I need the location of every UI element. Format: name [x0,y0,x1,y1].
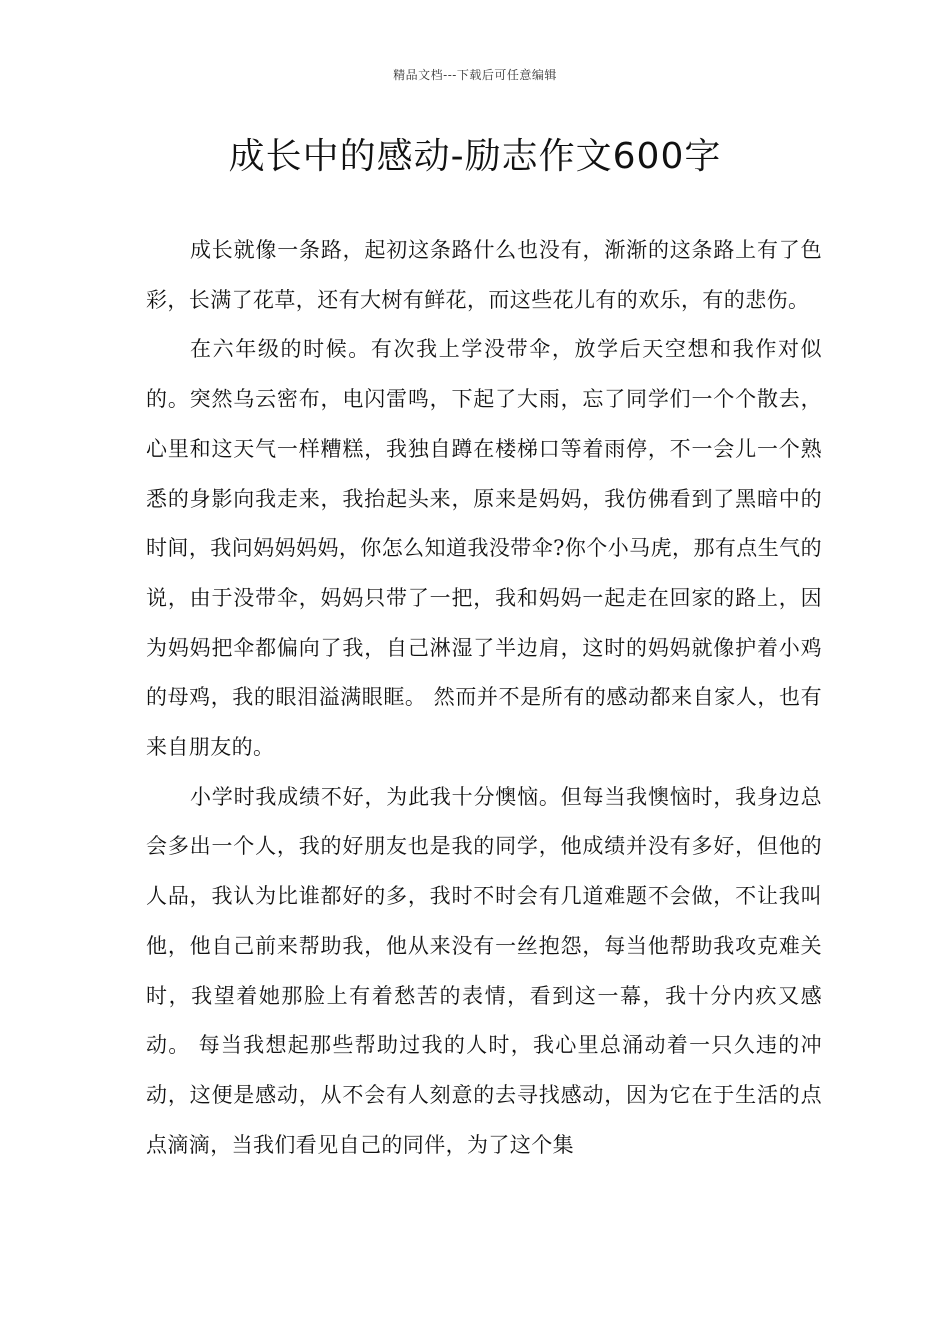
paragraph-3: 小学时我成绩不好，为此我十分懊恼。但每当我懊恼时，我身边总会多出一个人，我的好朋友也是我的同学，他成绩并没有多好，但他的人品，我认为比谁都好的多，我时不时会有几道难题不会做，不让我叫他，他自己前来帮助我，他从来没有一丝抱怨，每当他帮助我攻克难关时，我望着她那脸上有着愁苦的表情，看到这一幕，我十分内疚又感动。 每当我想起那些帮助过我的人时，我心里总涌动着一只久违的冲动，这便是感动，从不会有人刻意的去寻找感动，因为它在于生活的点点滴滴，当我们看见自己的同伴，为了这个集 [146,784,822,1157]
paragraph-1: 成长就像一条路，起初这条路什么也没有，渐渐的这条路上有了色彩，长满了花草，还有大树有鲜花，而这些花儿有的欢乐，有的悲伤。 [146,238,822,312]
article-body [146,226,822,1170]
page-title: 成长中的感动-励志作文600字 [228,136,722,177]
header-note: 精品文档---下载后可任意编辑 [393,68,557,82]
paragraph-2: 在六年级的时候。有次我上学没带伞，放学后天空想和我作对似的。突然乌云密布，电闪雷鸣，下起了大雨，忘了同学们一个个散去，心里和这天气一样糟糕，我独自蹲在楼梯口等着雨停，不一会儿一个熟悉的身影向我走来，我抬起头来，原来是妈妈，我仿佛看到了黑暗中的时间，我问妈妈妈妈，你怎么知道我没带伞?你个小马虎，那有点生气的说，由于没带伞，妈妈只带了一把，我和妈妈一起走在回家的路上，因为妈妈把伞都偏向了我，自己淋湿了半边肩，这时的妈妈就像护着小鸡的母鸡，我的眼泪溢满眼眶。 然而并不是所有的感动都来自家人，也有来自朋友的。 [146,337,822,760]
